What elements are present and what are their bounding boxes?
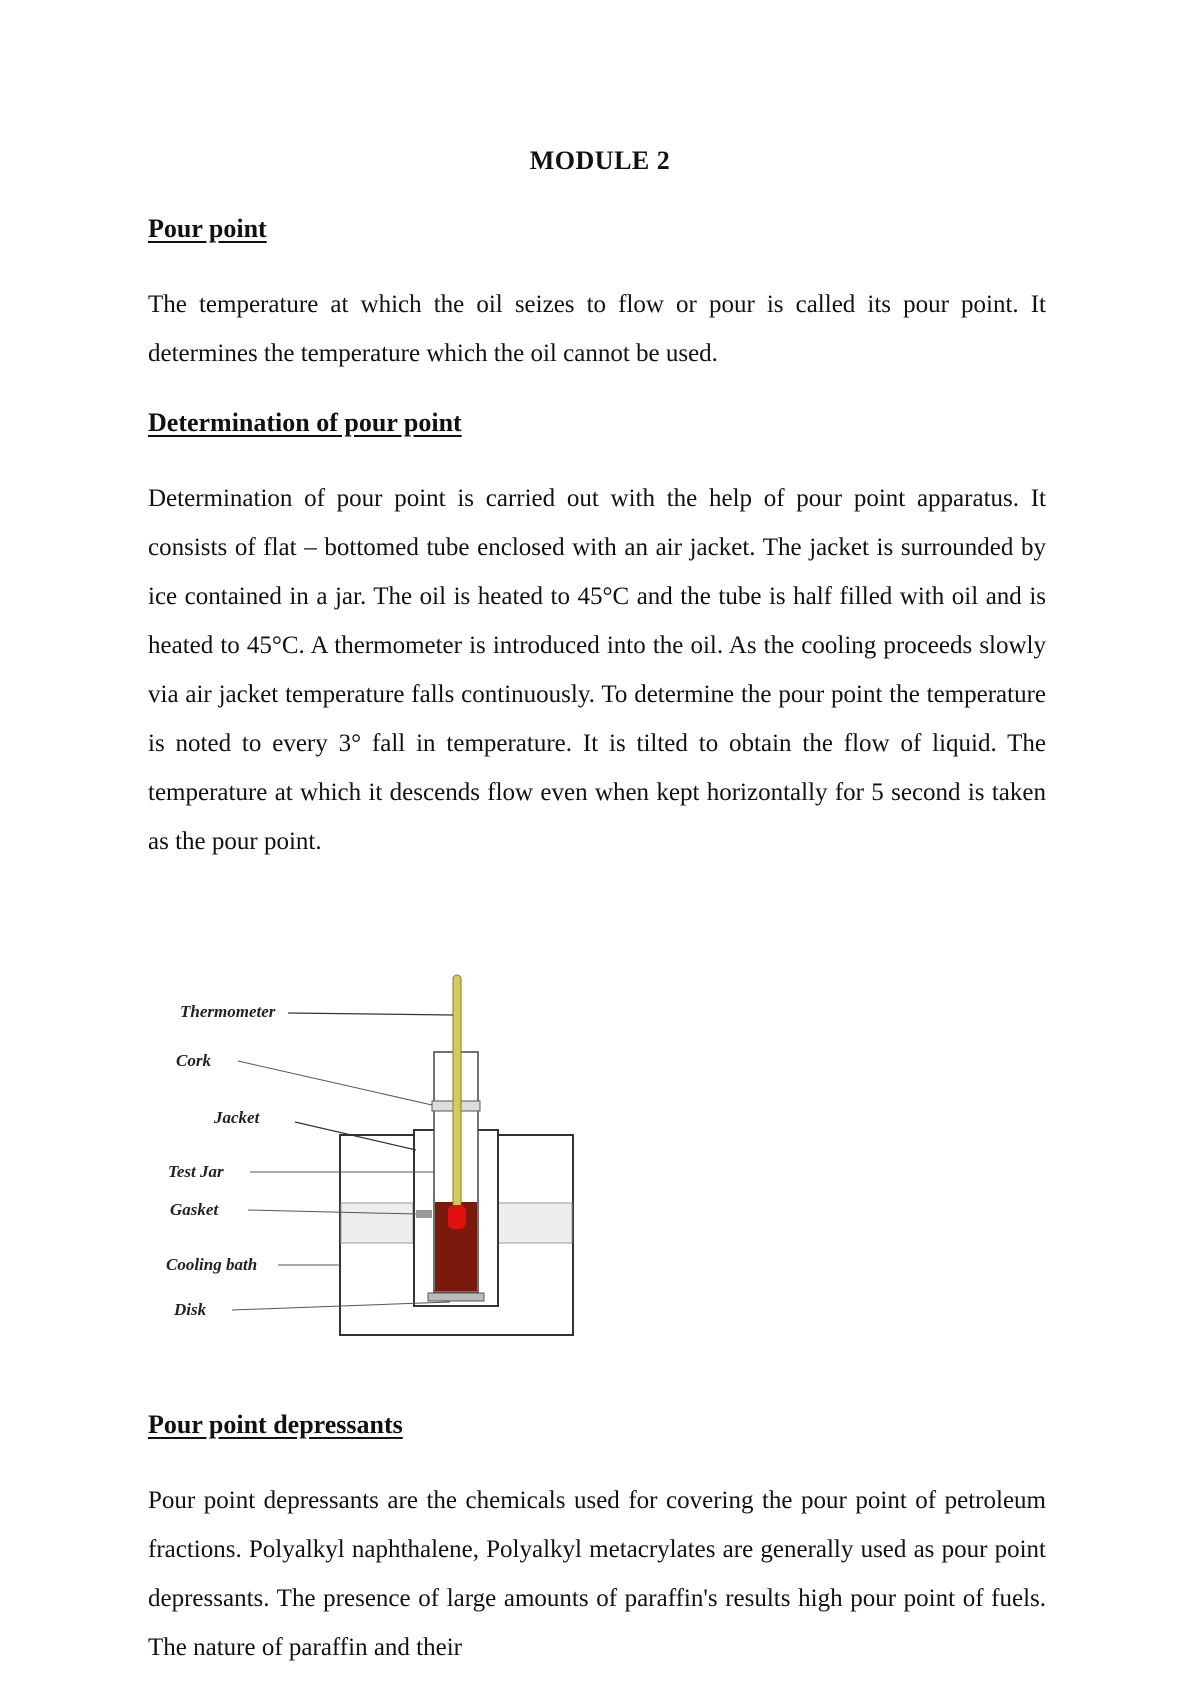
label-cooling-bath: Cooling bath <box>166 1255 258 1274</box>
ice-band-right <box>498 1203 572 1243</box>
label-gasket: Gasket <box>170 1200 219 1219</box>
label-disk: Disk <box>174 1300 207 1319</box>
paragraph-determination-text: Determination of pour point is carried out with the help of pour point apparatus. It consists of flat – bottomed tube enclosed with an air jacket. The jacket is surrounded by ice contained in a jar. The oil is heated to 45°C and the tube is half filled with oil and is heated to 45°C. A thermometer is introduced into the oil. As the cooling proceeds slowly via air jacket temperature falls continuously. To determine the pour point the temperature is noted to every 3° fall in temperature. It is tilted to obtain the flow of liquid. The temperature at which it descends flow even when kept horizontally for 5 second is taken as the pour point. <box>148 485 1046 855</box>
paragraph-pour-point-text: The temperature at which the oil seizes to flow or pour is called its pour point. It determines the temperature which the oil cannot be used. <box>148 291 1046 367</box>
label-cork: Cork <box>176 1051 211 1070</box>
paragraph-pour-point <box>148 280 1046 378</box>
label-thermometer: Thermometer <box>180 1002 276 1021</box>
module-title: MODULE 2 <box>529 146 671 175</box>
thermometer-shape <box>453 975 461 1221</box>
leader-line-cork <box>238 1061 432 1105</box>
paragraph-depressants <box>148 1476 1046 1672</box>
label-test-jar: Test Jar <box>168 1162 224 1181</box>
heading-determination: Determination of pour point <box>148 408 462 437</box>
heading-pour-point: Pour point <box>148 214 267 243</box>
thermometer-bulb <box>448 1205 466 1229</box>
paragraph-determination <box>148 474 1046 866</box>
label-jacket: Jacket <box>214 1108 260 1127</box>
pour-point-apparatus-diagram <box>160 955 580 1340</box>
leader-line-thermometer <box>288 1013 453 1015</box>
disk-shape <box>428 1293 484 1301</box>
ice-band-left <box>341 1203 413 1243</box>
gasket-shape <box>416 1210 432 1218</box>
paragraph-depressants-text: Pour point depressants are the chemicals used for covering the pour point of petroleum fractions. Polyalkyl naphthalene, Polyalkyl metacrylates are generally used as pour point depressants. The presence of large amounts of paraffin's results high pour point of fuels. The nature of paraffin and their <box>148 1487 1046 1661</box>
heading-depressants: Pour point depressants <box>148 1410 403 1439</box>
